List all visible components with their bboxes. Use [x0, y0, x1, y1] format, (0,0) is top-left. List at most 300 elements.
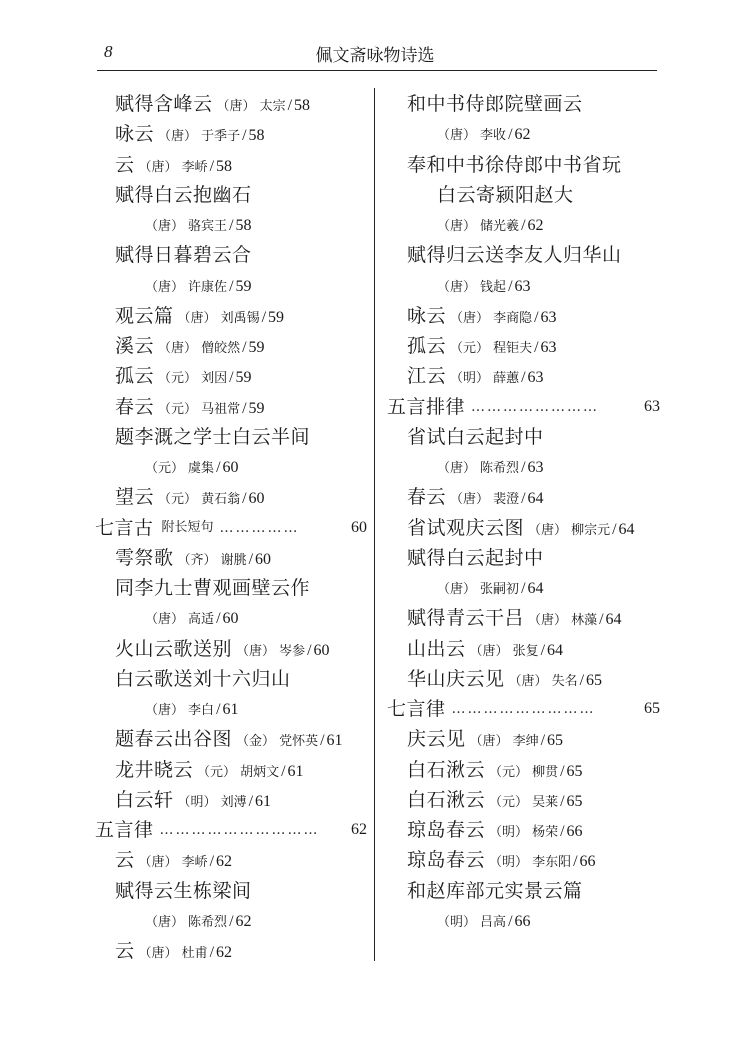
entry-attribution: [145, 280, 227, 295]
dynasty-name: 唐: [151, 159, 165, 175]
author-name: 钱起: [480, 279, 507, 295]
entry-attribution: [178, 553, 247, 568]
poem-title: 春云: [407, 486, 447, 509]
dynasty: （元）: [158, 371, 198, 387]
entry-attribution: [450, 371, 519, 386]
page-ref: 63: [514, 277, 531, 295]
page-ref: 61: [326, 732, 343, 750]
dynasty: （唐）: [177, 310, 217, 326]
page-header: [0, 0, 750, 70]
page-separator: /: [229, 217, 234, 234]
page-separator: /: [216, 610, 221, 628]
author-name: 张复: [512, 643, 539, 659]
dynasty: （唐）: [138, 946, 178, 961]
page-ref: 60: [248, 490, 265, 508]
dynasty-name: 元: [171, 371, 185, 387]
dynasty-name: 唐: [171, 129, 185, 145]
page-ref: 58: [216, 157, 233, 175]
entry-attribution: [489, 765, 558, 780]
header-rule: [97, 70, 657, 71]
toc-section-heading: [95, 815, 367, 845]
poem-title: 望云: [115, 486, 155, 509]
toc-entry: [95, 180, 367, 210]
author-name: 裴澄: [493, 492, 520, 508]
toc-left-column: [95, 89, 367, 966]
author-name: 吕高: [480, 914, 507, 930]
poem-title: 雩祭歌: [115, 546, 174, 569]
author-name: 胡炳文: [240, 764, 280, 780]
page-ref: 63: [644, 397, 660, 415]
dynasty-name: 唐: [482, 734, 496, 750]
author-name: 骆宾王: [188, 219, 228, 234]
dynasty-name: 明: [463, 371, 477, 387]
poem-title: 赋得日暮碧云合: [115, 244, 252, 267]
page-separator: /: [320, 732, 325, 750]
page-ref: 59: [248, 399, 265, 417]
page-ref: 59: [268, 308, 285, 326]
page-ref: 59: [248, 339, 265, 356]
page-separator: /: [521, 369, 526, 387]
dynasty-name: 唐: [450, 128, 464, 144]
page-separator: /: [242, 490, 247, 508]
author-name: 谢朓: [220, 552, 247, 568]
dynasty: （明）: [437, 914, 477, 930]
dynasty-name: 唐: [463, 492, 477, 508]
page-ref: 59: [235, 277, 252, 295]
author-name: 李峤: [181, 855, 208, 871]
poem-title: 琼岛春云: [407, 849, 486, 872]
poem-title: 白石湫云: [407, 788, 486, 811]
entry-attribution: [145, 703, 214, 718]
page-ref: 65: [644, 700, 660, 717]
dynasty: （唐）: [158, 341, 198, 356]
leader-dots: …………………………: [159, 822, 320, 838]
page-ref: 58: [294, 97, 311, 114]
dynasty-name: 唐: [158, 914, 172, 930]
page-separator: /: [216, 459, 221, 476]
page-separator: /: [209, 944, 215, 961]
dynasty: （明）: [450, 371, 490, 387]
poem-title: 庆云见: [407, 728, 466, 751]
toc-entry: [387, 119, 660, 149]
author-name: 李白: [188, 703, 215, 718]
page-separator: /: [521, 580, 526, 597]
toc-entry: [387, 876, 660, 906]
toc-entry: [95, 845, 367, 875]
author-name: 刘禹锡: [220, 310, 260, 326]
section-note: 附长短句: [161, 519, 214, 535]
page-ref: 60: [351, 518, 367, 536]
entry-attribution: [528, 523, 610, 538]
poem-title: 省试观庆云图: [407, 516, 525, 539]
dynasty-name: 唐: [158, 612, 172, 628]
poem-title: 赋得青云干吕: [407, 607, 525, 630]
entry-attribution: [217, 99, 286, 114]
dynasty: （元）: [158, 401, 198, 417]
page-ref: 63: [527, 459, 544, 476]
poem-title: 咏云: [407, 304, 447, 327]
author-name: 马祖常: [201, 401, 241, 417]
poem-title: 华山庆云见: [407, 667, 505, 690]
dynasty-name: 金: [249, 734, 263, 750]
page-ref: 61: [222, 701, 239, 718]
dynasty-name: 元: [502, 764, 516, 780]
poem-title: 孤云: [407, 335, 447, 357]
entry-attribution: [158, 492, 240, 507]
entry-attribution: [437, 280, 506, 295]
leader-dots: ……………………: [471, 398, 600, 415]
toc-entry: [95, 271, 367, 301]
dynasty-name: 唐: [158, 703, 172, 718]
author-name: 党怀英: [279, 734, 319, 750]
page-ref: 61: [255, 792, 272, 810]
dynasty: （唐）: [138, 159, 178, 175]
dynasty-name: 元: [171, 401, 185, 417]
entry-attribution: [139, 946, 208, 961]
dynasty: （明）: [489, 825, 529, 840]
dynasty-name: 元: [463, 341, 477, 356]
author-name: 太宗: [259, 99, 286, 114]
dynasty: （齐）: [177, 552, 217, 568]
poem-title: 和赵库部元实景云篇: [407, 879, 583, 902]
dynasty: （金）: [236, 734, 276, 750]
author-name: 李绅: [512, 734, 539, 750]
toc-entry: [95, 210, 367, 240]
page-separator: /: [534, 308, 539, 326]
entry-attribution: [145, 915, 227, 930]
dynasty: （唐）: [216, 99, 256, 114]
toc-entry: [387, 785, 660, 815]
dynasty: （唐）: [528, 522, 568, 538]
author-name: 薛蕙: [493, 371, 520, 387]
page-ref: 65: [566, 792, 583, 810]
dynasty-name: 唐: [450, 461, 464, 476]
entry-attribution: [437, 219, 519, 234]
toc-entry: [387, 815, 660, 845]
page-ref: 63: [540, 339, 557, 356]
dynasty: （唐）: [469, 643, 509, 659]
page-number: 8: [104, 42, 113, 61]
page-ref: 64: [605, 611, 622, 629]
toc-entry: [95, 331, 367, 361]
dynasty-name: 唐: [450, 219, 464, 234]
dynasty-name: 唐: [541, 613, 555, 629]
entry-attribution: [178, 795, 247, 810]
poem-title: 赋得云生栋梁间: [115, 879, 252, 902]
poem-title: 题李溉之学士白云半间: [115, 425, 311, 448]
page-ref: 62: [514, 126, 531, 144]
dynasty: （唐）: [145, 612, 185, 628]
dynasty-name: 唐: [151, 855, 165, 871]
poem-title: 白云歌送刘十六归山: [115, 667, 291, 690]
page-separator: /: [248, 550, 254, 568]
author-name: 柳宗元: [571, 522, 611, 538]
entry-attribution: [145, 461, 214, 476]
toc-entry: [387, 513, 660, 543]
page-separator: /: [307, 641, 312, 659]
dynasty: （唐）: [508, 673, 548, 689]
poem-title: 赋得白云抱幽石: [115, 183, 252, 206]
author-name: 陈希烈: [480, 461, 520, 476]
dynasty-name: 唐: [158, 219, 172, 234]
poem-title: 火山云歌送别: [115, 637, 233, 660]
dynasty-name: 唐: [151, 946, 165, 961]
toc-entry: [95, 603, 367, 633]
page-ref: 65: [566, 762, 583, 780]
toc-entry: [387, 573, 660, 603]
dynasty-name: 唐: [482, 643, 496, 659]
dynasty: （明）: [489, 855, 529, 871]
dynasty-name: 明: [502, 855, 516, 871]
toc-section-heading: [387, 392, 660, 422]
author-name: 高适: [188, 612, 215, 628]
author-name: 岑参: [279, 643, 306, 659]
section-title: 七言古: [95, 516, 154, 539]
page-separator: /: [508, 126, 513, 144]
page-separator: /: [216, 701, 221, 718]
dynasty: （唐）: [145, 703, 185, 718]
author-name: 陈希烈: [188, 914, 228, 930]
page-separator: /: [521, 490, 526, 508]
author-name: 刘溥: [220, 794, 247, 810]
toc-section-heading: [95, 513, 367, 543]
dynasty: （唐）: [437, 279, 477, 295]
page-separator: /: [599, 611, 604, 629]
page-ref: 60: [222, 459, 239, 476]
poem-title: 孤云: [115, 365, 155, 388]
entry-attribution: [197, 765, 279, 780]
page-separator: /: [287, 97, 293, 114]
page-separator: /: [508, 912, 513, 930]
dynasty-name: 唐: [450, 279, 464, 295]
page-separator: /: [521, 217, 526, 234]
poem-title: 白云轩: [115, 788, 174, 811]
poem-title: 云: [115, 849, 135, 872]
toc-entry: [387, 724, 660, 754]
dynasty-name: 元: [171, 492, 185, 508]
page-separator: /: [242, 127, 247, 145]
toc-right-column: [387, 89, 660, 936]
entry-attribution: [236, 734, 318, 749]
entry-attribution: [139, 855, 208, 870]
toc-entry: [95, 482, 367, 512]
dynasty-name: 元: [158, 461, 172, 476]
page-separator: /: [612, 520, 617, 538]
dynasty: （元）: [158, 492, 198, 508]
author-name: 许康佐: [188, 279, 228, 295]
dynasty: （唐）: [437, 461, 477, 476]
author-name: 黄石翁: [201, 492, 241, 508]
dynasty: （元）: [450, 341, 490, 356]
page-ref: 62: [351, 821, 367, 838]
page-ref: 65: [547, 732, 564, 750]
dynasty: （唐）: [145, 279, 185, 295]
toc-entry: [387, 361, 660, 391]
toc-entry: [387, 482, 660, 512]
toc-entry: [387, 150, 660, 180]
toc-entry: [387, 301, 660, 331]
entry-attribution: [145, 219, 227, 234]
toc-entry: [95, 664, 367, 694]
page-separator: /: [560, 823, 565, 840]
toc-entry: [387, 331, 660, 361]
toc-entry: [387, 271, 660, 301]
toc-entry: [387, 906, 660, 936]
entry-attribution: [489, 795, 558, 810]
poem-title: 奉和中书徐侍郎中书省玩: [407, 153, 622, 176]
toc-entry: [95, 452, 367, 482]
poem-title: 同李九士曹观画壁云作: [115, 577, 311, 599]
page-separator: /: [229, 912, 234, 930]
toc-entry: [95, 150, 367, 180]
poem-title: 龙井晓云: [115, 758, 194, 781]
dynasty: （唐）: [450, 310, 490, 326]
poem-title: 山出云: [407, 637, 466, 660]
page-ref: 66: [579, 853, 596, 871]
entry-attribution: [437, 582, 519, 597]
page-ref: 61: [287, 762, 304, 780]
dynasty-name: 唐: [229, 99, 243, 114]
entry-attribution: [158, 371, 227, 386]
dynasty-name: 唐: [521, 673, 535, 689]
toc-entry: [95, 89, 367, 119]
toc-entry: [95, 755, 367, 785]
dynasty-name: 唐: [190, 310, 204, 326]
author-name: 失名: [551, 673, 578, 689]
author-name: 杜甫: [181, 946, 208, 961]
dynasty-name: 唐: [541, 522, 555, 538]
dynasty: （唐）: [145, 914, 185, 930]
toc-section-heading: [387, 694, 660, 724]
entry-attribution: [437, 128, 506, 143]
toc-entry: [95, 422, 367, 452]
toc-entry: [95, 240, 367, 270]
page-separator: /: [560, 792, 565, 810]
poem-title: 赋得含峰云: [115, 93, 213, 115]
page-separator: /: [229, 369, 234, 387]
toc-entry: [95, 876, 367, 906]
dynasty-name: 元: [210, 764, 224, 780]
page-separator: /: [540, 732, 546, 750]
toc-entry: [95, 785, 367, 815]
author-name: 僧皎然: [201, 341, 241, 356]
dynasty-name: 齐: [190, 552, 204, 568]
entry-attribution: [139, 160, 208, 175]
leader-dots: ………………………: [451, 701, 596, 717]
dynasty-name: 唐: [463, 310, 477, 326]
page-ref: 65: [586, 671, 603, 689]
toc-entry: [387, 180, 660, 210]
author-name: 柳贯: [532, 764, 559, 780]
entry-attribution: [145, 612, 214, 627]
page-separator: /: [560, 762, 565, 780]
entry-attribution: [158, 402, 240, 417]
author-name: 李峤: [181, 159, 208, 175]
leader-dots: ……………: [219, 519, 300, 536]
author-name: 张嗣初: [480, 582, 520, 597]
author-name: 吴莱: [532, 794, 559, 810]
poem-title: 赋得归云送李友人归华山: [407, 244, 622, 267]
page-separator: /: [242, 399, 247, 417]
toc-entry: [387, 603, 660, 633]
page-ref: 64: [527, 490, 544, 508]
poem-title: 题春云出谷图: [115, 728, 233, 751]
entry-attribution: [178, 311, 260, 326]
toc-entry: [387, 422, 660, 452]
poem-title: 观云篇: [115, 304, 174, 327]
page-ref: 60: [313, 641, 330, 659]
section-title: 七言律: [387, 698, 446, 720]
page-ref: 62: [527, 217, 544, 234]
section-title: 五言排律: [387, 395, 466, 418]
author-name: 虞集: [188, 461, 215, 476]
dynasty-name: 明: [502, 825, 516, 840]
page-ref: 58: [248, 127, 265, 145]
page-ref: 66: [566, 823, 583, 840]
toc-entry: [387, 452, 660, 482]
dynasty-name: 元: [502, 794, 516, 810]
page-ref: 63: [540, 308, 557, 326]
poem-title: 咏云: [115, 123, 155, 146]
toc-entry: [95, 936, 367, 966]
page-separator: /: [242, 339, 247, 356]
toc-entry: [95, 634, 367, 664]
author-name: 李收: [480, 128, 507, 144]
toc-entry: [95, 543, 367, 573]
book-title: 佩文斋咏物诗选: [315, 46, 435, 66]
toc-entry: [387, 543, 660, 573]
poem-title: 云: [115, 940, 135, 962]
poem-title: 琼岛春云: [407, 819, 486, 841]
dynasty: （唐）: [469, 734, 509, 750]
page-ref: 60: [255, 550, 272, 568]
entry-attribution: [470, 644, 539, 659]
dynasty: （唐）: [145, 219, 185, 234]
entry-attribution: [528, 613, 597, 628]
dynasty: （唐）: [437, 582, 477, 597]
toc-entry: [95, 906, 367, 936]
page-separator: /: [281, 762, 286, 780]
dynasty-name: 唐: [450, 582, 464, 597]
poem-title: 白云寄颍阳赵大: [437, 183, 574, 206]
section-title: 五言律: [95, 819, 154, 841]
entry-attribution: [450, 311, 532, 326]
page-ref: 59: [235, 369, 252, 387]
dynasty: （唐）: [450, 492, 490, 508]
dynasty: （元）: [197, 764, 237, 780]
entry-attribution: [489, 825, 558, 840]
dynasty-name: 明: [190, 794, 204, 810]
author-name: 杨荣: [532, 825, 559, 840]
entry-attribution: [158, 341, 240, 356]
poem-title: 和中书侍郎院壁画云: [407, 93, 583, 115]
poem-title: 省试白云起封中: [407, 425, 544, 448]
author-name: 储光羲: [480, 219, 520, 234]
entry-attribution: [236, 644, 305, 659]
entry-attribution: [450, 492, 519, 507]
page-ref: 62: [235, 912, 252, 930]
dynasty: （唐）: [236, 643, 276, 659]
entry-attribution: [437, 461, 519, 476]
entry-attribution: [489, 855, 571, 870]
dynasty-name: 明: [450, 914, 464, 930]
toc-entry: [95, 119, 367, 149]
toc-entry: [387, 634, 660, 664]
poem-title: 江云: [407, 365, 447, 388]
page-separator: /: [209, 157, 215, 175]
entry-attribution: [509, 674, 578, 689]
entry-attribution: [158, 129, 240, 144]
